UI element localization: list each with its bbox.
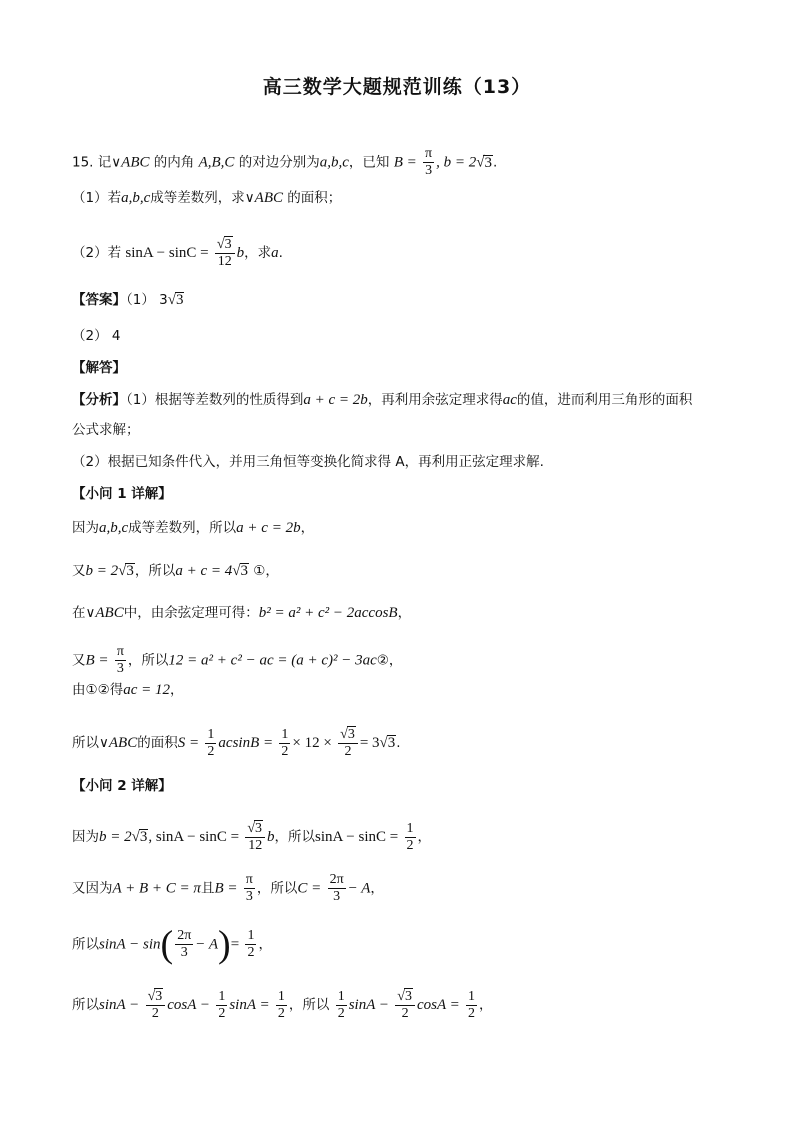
text: 的面积 bbox=[137, 735, 178, 751]
fraction bbox=[466, 989, 477, 1022]
stem-text: 的对边分别为 bbox=[234, 154, 320, 171]
math-expr: , sinA − sinC = bbox=[148, 829, 240, 845]
fraction bbox=[244, 872, 255, 905]
math-expr: = 3 bbox=[359, 735, 380, 751]
triangle-name: ABC bbox=[95, 605, 124, 621]
sub1-line-1 bbox=[72, 518, 314, 538]
math-expr: B = bbox=[393, 154, 417, 171]
text: ， bbox=[258, 936, 272, 953]
sqrt: 3 bbox=[404, 989, 412, 1004]
numerator: 1 bbox=[218, 988, 226, 1004]
part-2 bbox=[72, 236, 283, 270]
math-expr: C = bbox=[297, 880, 322, 897]
denominator: 2 bbox=[401, 1006, 409, 1021]
numerator: 2π bbox=[177, 928, 192, 943]
text: 因为 bbox=[72, 829, 99, 845]
text: 由①②得 bbox=[72, 682, 124, 698]
text: 又 bbox=[72, 652, 86, 669]
text: 成等差数列，求∨ bbox=[150, 190, 255, 206]
text: ， bbox=[170, 682, 184, 698]
page-title: 高三数学大题规范训练（13） bbox=[262, 76, 532, 98]
numerator: 1 bbox=[468, 988, 476, 1004]
sqrt: 3 bbox=[240, 563, 248, 579]
denominator: 2 bbox=[344, 744, 352, 759]
denominator: 2 bbox=[406, 837, 414, 853]
text: ②， bbox=[376, 652, 403, 669]
text: 的面积； bbox=[283, 190, 342, 206]
text: ，所以 bbox=[256, 880, 298, 897]
analysis-line-3: （2）根据已知条件代入，并用三角恒等变换化简求得 A，再利用正弦定理求解. bbox=[72, 454, 544, 470]
math-expr: sinA − sinC = bbox=[125, 245, 209, 261]
fraction bbox=[146, 988, 166, 1022]
text: 的值，进而利用三角形的面积 bbox=[516, 392, 693, 408]
math-expr: cosA = bbox=[416, 997, 460, 1013]
math-expr: A + B + C = π bbox=[112, 880, 201, 897]
fraction bbox=[336, 989, 347, 1022]
numerator: π bbox=[425, 146, 433, 161]
denominator: 2 bbox=[277, 1005, 285, 1021]
text: 因为 bbox=[72, 520, 99, 536]
text: ， bbox=[370, 880, 384, 897]
numerator: 1 bbox=[277, 988, 285, 1004]
fraction bbox=[395, 988, 415, 1022]
period: . bbox=[396, 735, 401, 751]
sides: a,b,c bbox=[319, 154, 349, 171]
math-expr: sinA − sinC = bbox=[315, 829, 399, 845]
answer-label: 【答案】 bbox=[72, 292, 126, 308]
numerator: 1 bbox=[247, 928, 255, 943]
sides: a,b,c bbox=[99, 520, 129, 536]
fraction bbox=[245, 928, 256, 961]
sub1-label: 【小问 1 详解】 bbox=[72, 486, 172, 502]
numerator: √3 bbox=[146, 988, 166, 1006]
sub2-label: 【小问 2 详解】 bbox=[72, 778, 172, 794]
text: 又 bbox=[72, 563, 86, 579]
math-expr: B = bbox=[214, 880, 238, 897]
analysis-line-2: 公式求解； bbox=[72, 422, 140, 438]
fraction bbox=[245, 820, 265, 854]
triangle-name: ABC bbox=[108, 735, 138, 751]
sqrt: 3 bbox=[387, 735, 396, 751]
text: 所以∨ bbox=[72, 735, 109, 751]
math-expr: ac bbox=[502, 392, 517, 408]
fraction bbox=[216, 989, 227, 1022]
denominator: 3 bbox=[116, 661, 124, 676]
math-expr: a + c = 2b bbox=[236, 520, 301, 536]
numerator: 1 bbox=[406, 820, 414, 836]
stem-text: ，已知 bbox=[348, 154, 390, 171]
math-expr: sinA − sin bbox=[99, 936, 161, 953]
var: b bbox=[236, 245, 245, 261]
math-expr: 12 = a² + c² − ac = (a + c)² − 3ac bbox=[168, 652, 377, 669]
math-expr: − A bbox=[195, 936, 219, 953]
denominator: 2 bbox=[281, 743, 289, 759]
math-expr: b = 2 bbox=[85, 563, 119, 579]
math-expr: , b = 2 bbox=[436, 154, 477, 171]
math-expr: sinA − bbox=[348, 997, 389, 1013]
label: （1）若 bbox=[72, 190, 122, 206]
fraction bbox=[338, 726, 358, 760]
math-expr: a + c = 4 bbox=[175, 563, 233, 579]
text: （1）根据等差数列的性质得到 bbox=[126, 392, 304, 408]
math-expr: b² = a² + c² − 2accosB bbox=[258, 605, 398, 621]
text: 中，由余弦定理可得： bbox=[123, 605, 259, 621]
answer-1: （1） 3 bbox=[126, 292, 168, 308]
sides: a,b,c bbox=[121, 190, 151, 206]
sub2-line-4 bbox=[72, 988, 493, 1022]
denominator: 2 bbox=[468, 1005, 476, 1021]
text: 所以 bbox=[72, 997, 99, 1013]
sub1-line-3 bbox=[72, 603, 411, 623]
numerator: 2π bbox=[329, 872, 344, 887]
text: ，所以 bbox=[274, 829, 316, 845]
numerator: π bbox=[116, 644, 124, 659]
denominator: 2 bbox=[337, 1005, 345, 1021]
fraction bbox=[423, 146, 434, 179]
sub1-line-5 bbox=[72, 680, 184, 700]
text: ， bbox=[417, 829, 432, 845]
text: 成等差数列，所以 bbox=[128, 520, 237, 536]
denominator: 3 bbox=[245, 889, 253, 904]
math-expr: B = bbox=[85, 652, 109, 669]
math-expr: b = 2 bbox=[99, 829, 132, 845]
denominator: 2 bbox=[247, 945, 255, 960]
period: . bbox=[492, 154, 498, 171]
numerator: 1 bbox=[337, 988, 345, 1004]
var: a bbox=[271, 245, 279, 261]
numerator: 1 bbox=[207, 726, 215, 742]
numerator: 1 bbox=[281, 726, 289, 742]
text: ， bbox=[397, 605, 412, 621]
fraction bbox=[115, 644, 126, 677]
answer-line: 【答案】（1） 3√3 bbox=[72, 292, 184, 308]
denominator: 2 bbox=[151, 1006, 159, 1021]
sqrt: 3 bbox=[224, 237, 232, 252]
fraction bbox=[215, 236, 235, 270]
var: b bbox=[267, 829, 275, 845]
triangle-name: ABC bbox=[254, 190, 283, 206]
text: 在∨ bbox=[72, 605, 96, 621]
period: . bbox=[278, 245, 283, 261]
sqrt: 3 bbox=[155, 989, 163, 1004]
denominator: 3 bbox=[333, 889, 341, 904]
denominator: 2 bbox=[207, 743, 215, 759]
triangle-name: ABC bbox=[121, 154, 150, 171]
answer-2: （2） 4 bbox=[72, 328, 121, 344]
numerator: √3 bbox=[245, 820, 265, 838]
denominator: 3 bbox=[425, 163, 433, 178]
sub2-line-3: 所以sinA − sin( $\frac{2\pi}{3}$ − A)= $\frac{1}{2}$ ， bbox=[72, 923, 272, 966]
math-expr: cosA − bbox=[167, 997, 211, 1013]
fraction bbox=[276, 989, 287, 1022]
denominator: 3 bbox=[180, 945, 188, 960]
math-expr: a + c = 2b bbox=[303, 392, 368, 408]
sub1-line-4 bbox=[72, 644, 402, 677]
fraction bbox=[405, 821, 416, 854]
sqrt: 3 bbox=[139, 829, 148, 845]
analysis-line-1 bbox=[72, 390, 692, 410]
sub2-line-2 bbox=[72, 872, 384, 905]
text: ，再利用余弦定理求得 bbox=[367, 392, 503, 408]
denominator: 2 bbox=[218, 1005, 226, 1021]
text: ，求 bbox=[244, 245, 272, 261]
text: 又因为 bbox=[72, 880, 113, 897]
fraction bbox=[328, 872, 346, 905]
text: ， bbox=[300, 520, 315, 536]
solution-label: 【解答】 bbox=[72, 360, 126, 376]
math-expr: S = bbox=[177, 735, 200, 751]
analysis-label: 【分析】 bbox=[72, 392, 126, 408]
sub2-line-1: 因为b = 2√3, sinA − sinC = $\frac{√3}{12}$ b，所以sinA − sinC = $\frac{1}{2}$ ， bbox=[72, 820, 432, 853]
numerator: √3 bbox=[395, 988, 415, 1006]
numerator: √3 bbox=[338, 726, 358, 744]
denominator: 12 bbox=[217, 254, 232, 269]
sqrt: 3 bbox=[126, 563, 134, 579]
stem-text: 15. 记∨ bbox=[72, 154, 122, 171]
math-expr: − A bbox=[347, 880, 371, 897]
math-expr: acsinB = bbox=[218, 735, 274, 751]
sqrt: 3 bbox=[484, 154, 492, 171]
angles: A,B,C bbox=[198, 154, 235, 171]
text: 所以 bbox=[72, 936, 99, 953]
numerator: √3 bbox=[215, 236, 235, 254]
text: ①， bbox=[249, 563, 279, 579]
sqrt: 3 bbox=[175, 292, 184, 308]
sub1-line-2: 又b = 2√3，所以a + c = 4√3 ①， bbox=[72, 563, 279, 579]
sqrt: 3 bbox=[347, 727, 355, 742]
text: ，所以 bbox=[288, 997, 330, 1013]
math-expr: ac = 12 bbox=[123, 682, 170, 698]
fraction bbox=[175, 928, 193, 961]
math-expr: sinA − bbox=[99, 997, 140, 1013]
sub1-line-6: 所以∨ABC的面积S = $\frac{1}{2}$ acsinB = $\frac{1}{2}$ × 12 × $\frac{√3}{2}$ = 3√3. bbox=[72, 726, 401, 759]
question-stem: 15. 记∨ABC 的内角 A,B,C 的对边分别为a,b,c，已知 B = $\frac{\pi}{3}$ , b = 2√3. bbox=[72, 146, 498, 178]
denominator: 12 bbox=[248, 838, 263, 853]
stem-text: 的内角 bbox=[149, 154, 199, 171]
fraction bbox=[205, 727, 216, 760]
text: ，所以 bbox=[127, 652, 169, 669]
fraction bbox=[279, 727, 290, 760]
text: ，所以 bbox=[134, 563, 176, 579]
part-1 bbox=[72, 188, 341, 208]
math-expr: × 12 × bbox=[292, 735, 332, 751]
numerator: π bbox=[245, 872, 253, 887]
math-expr: sinA = bbox=[229, 997, 270, 1013]
sqrt: 3 bbox=[255, 821, 263, 836]
text: ， bbox=[479, 997, 493, 1013]
equals: = bbox=[230, 936, 240, 953]
text: 且 bbox=[200, 880, 215, 897]
label: （2）若 bbox=[72, 245, 122, 261]
